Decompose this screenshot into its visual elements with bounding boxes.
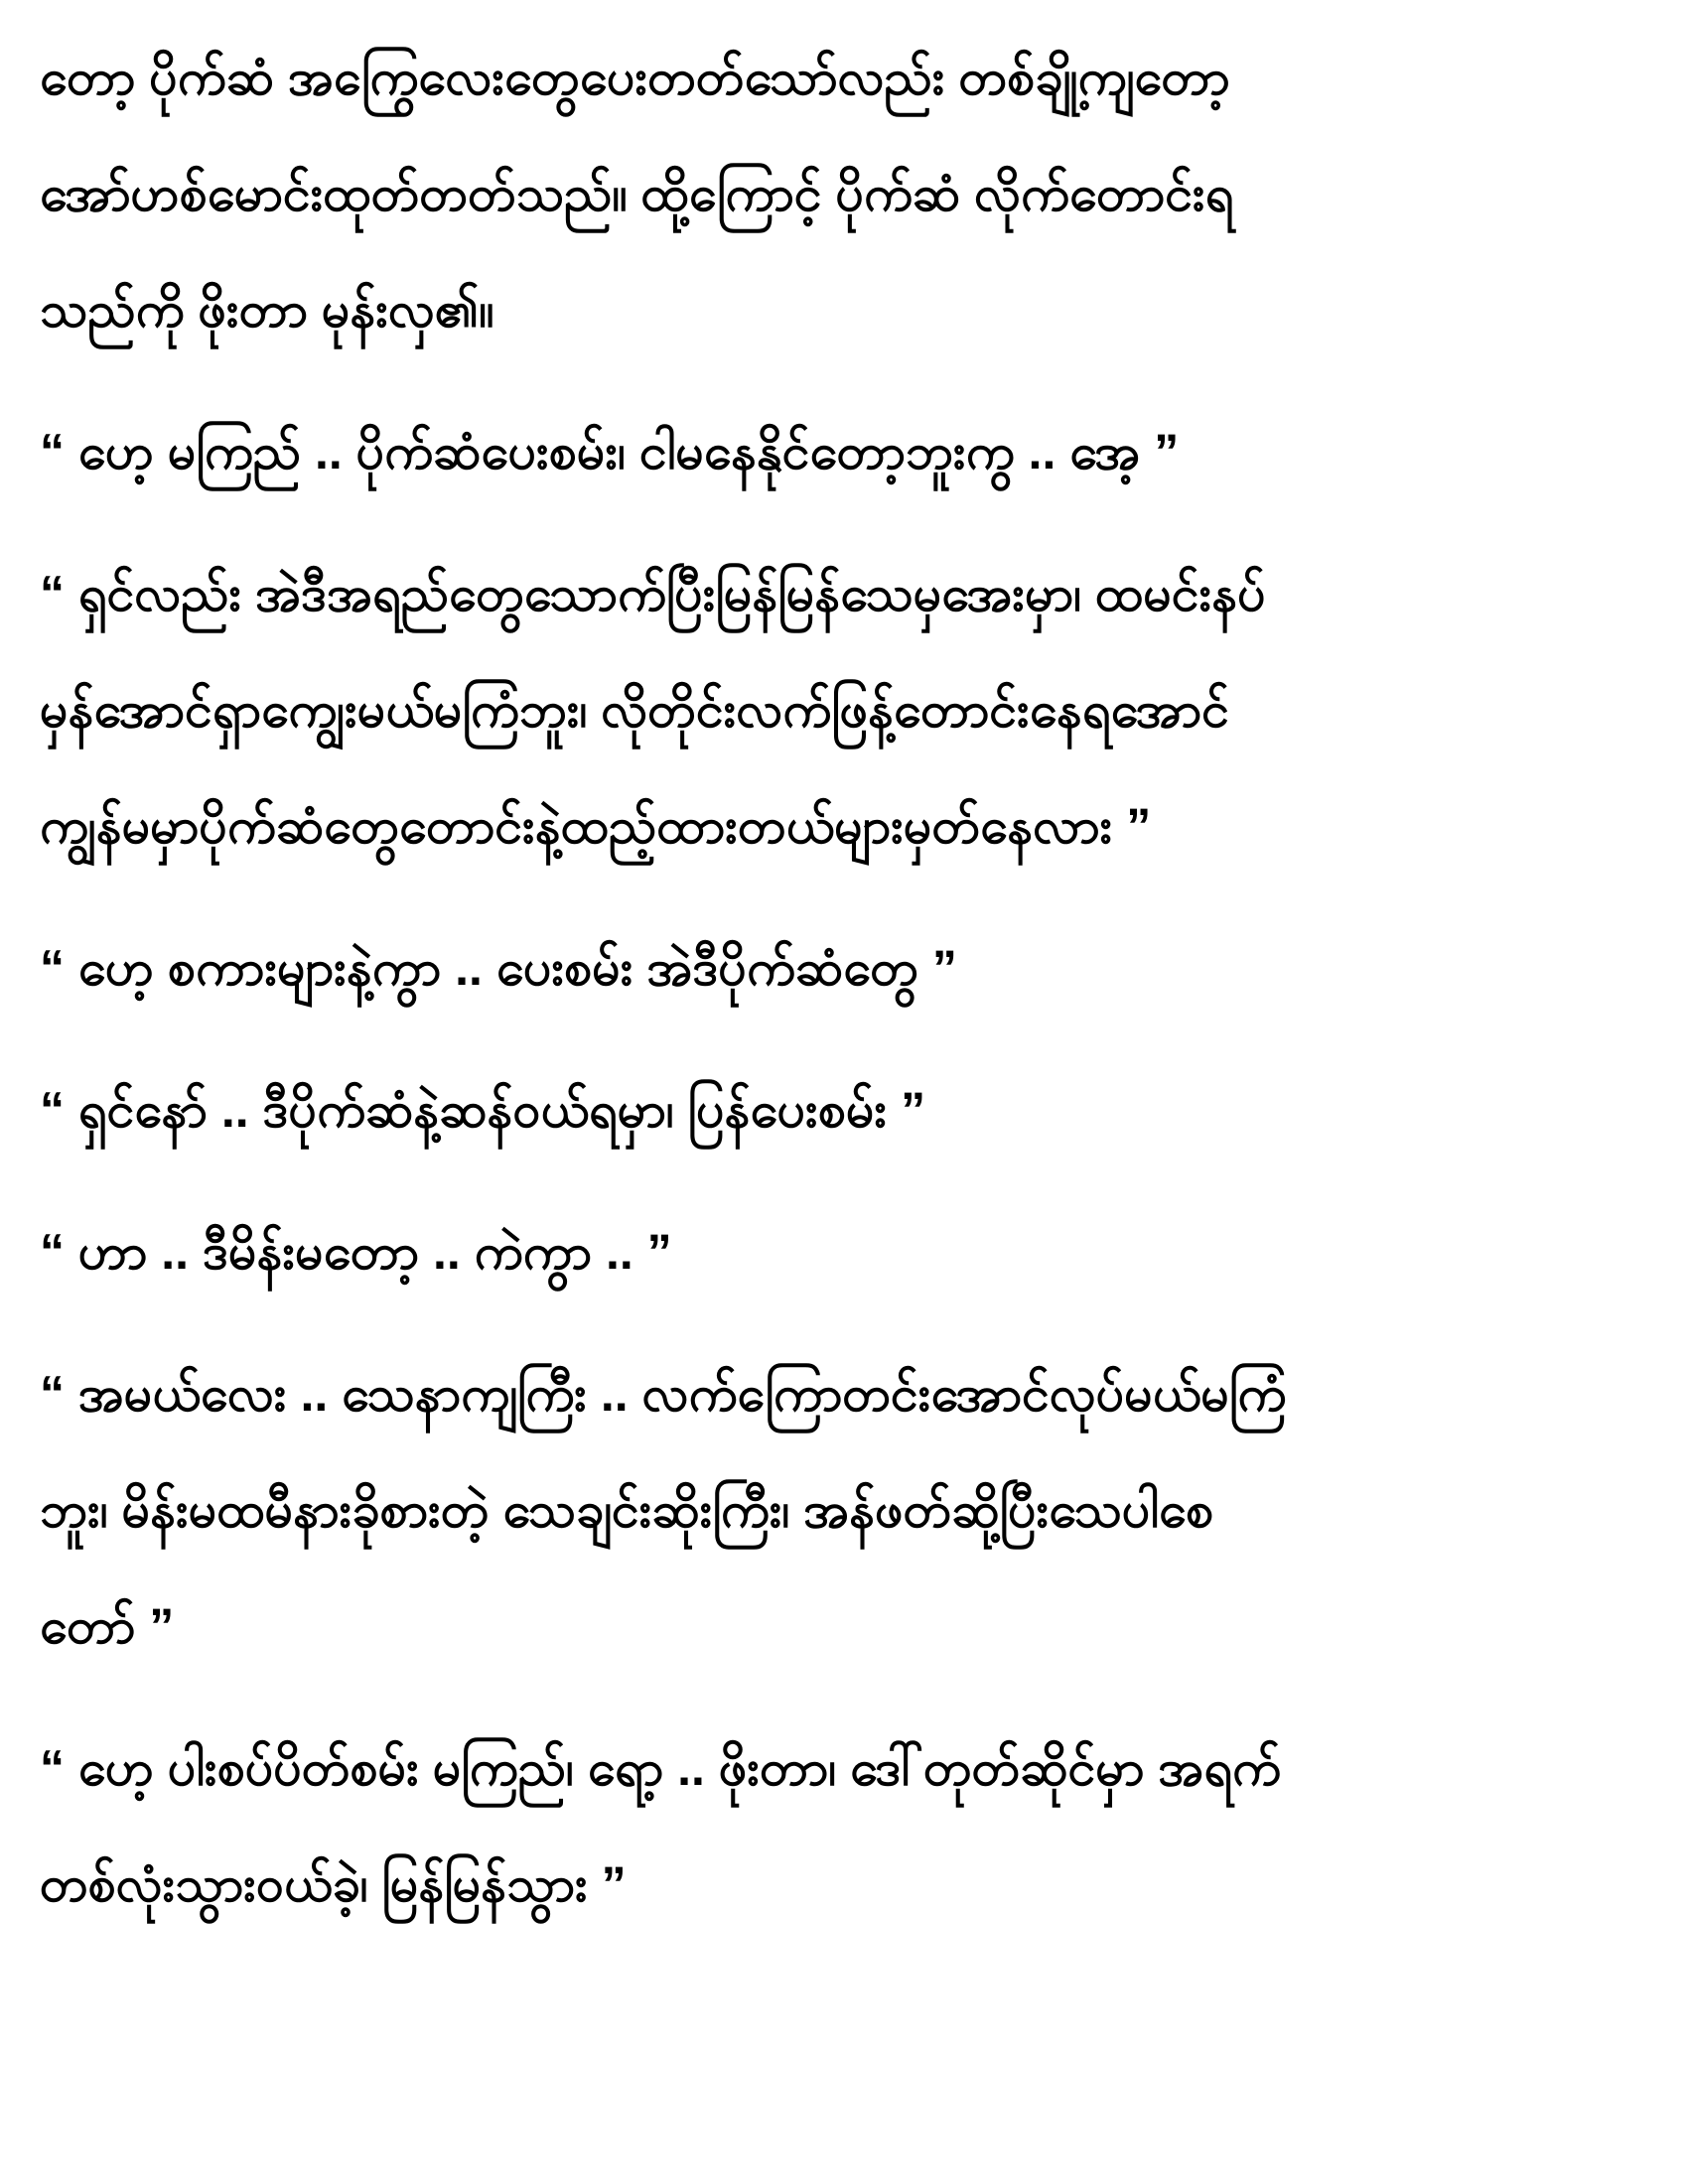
text-line: အော်ဟစ်မောင်းထုတ်တတ်သည်။ ထို့ကြောင့် ပိုက်ဆံ လိုက်တောင်းရ xyxy=(40,166,1234,221)
text-line: “ ဟာ .. ဒီမိန်းမတော့ .. ကဲကွာ .. ” xyxy=(40,1224,672,1280)
paragraph-dialogue xyxy=(40,536,1648,885)
paragraph-dialogue xyxy=(40,910,1648,1026)
text-line: “ ရှင်လည်း အဲဒီအရည်တွေသောက်ပြီးမြန်မြန်သေမှအေးမှာ၊ ထမင်းနပ် xyxy=(40,566,1266,621)
paragraph-dialogue xyxy=(40,1052,1648,1168)
paragraph-dialogue xyxy=(40,1710,1648,1943)
text-line: သည်ကို ဖိုးတာ မုန်းလှ၏။ xyxy=(40,282,494,338)
text-line: တော့ ပိုက်ဆံ အကြွေလေးတွေပေးတတ်သော်လည်း တစ်ချို့ကျတော့ xyxy=(40,50,1230,105)
text-line: မှန်အောင်ရှာကျွေးမယ်မကြံဘူး၊ လိုတိုင်းလက်ဖြန့်တောင်းနေရအောင် xyxy=(40,682,1229,738)
text-line: ကျွန်မမှာပိုက်ဆံတွေတောင်းနဲ့ထည့်ထားတယ်များမှတ်နေလား ” xyxy=(40,798,1152,854)
text-line: ဘူး၊ မိန်းမထမီနားခိုစားတဲ့ သေချင်းဆိုးကြီး၊ အန်ဖတ်ဆို့ပြီးသေပါစေ xyxy=(40,1482,1214,1538)
paragraph-dialogue xyxy=(40,394,1648,510)
paragraph-narration xyxy=(40,20,1648,368)
text-line: တစ်လုံးသွားဝယ်ခဲ့၊ မြန်မြန်သွား ” xyxy=(40,1856,627,1912)
text-line: “ ရှင်နော် .. ဒီပိုက်ဆံနဲ့ဆန်ဝယ်ရမှာ၊ ပြန်ပေးစမ်း ” xyxy=(40,1082,926,1138)
text-line: “ ဟေ့ ပါးစပ်ပိတ်စမ်း မကြည်၊ ရော့ .. ဖိုးတာ၊ ဒေါ်တုတ်ဆိုင်မှာ အရက် xyxy=(40,1740,1281,1796)
text-line: “ ဟေ့ စကားများနဲ့ကွာ .. ပေးစမ်း အဲဒီပိုက်ဆံတွေ ” xyxy=(40,940,957,996)
paragraph-dialogue xyxy=(40,1336,1648,1685)
text-line: တော် ” xyxy=(40,1598,175,1654)
text-line: “ ဟေ့ မကြည် .. ပိုက်ဆံပေးစမ်း၊ ငါမနေနိုင်တော့ဘူးကွ .. အေ့ ” xyxy=(40,424,1180,479)
paragraph-dialogue xyxy=(40,1194,1648,1310)
text-line: “ အမယ်လေး .. သေနာကျကြီး .. လက်ကြောတင်းအောင်လုပ်မယ်မကြံ xyxy=(40,1366,1287,1422)
